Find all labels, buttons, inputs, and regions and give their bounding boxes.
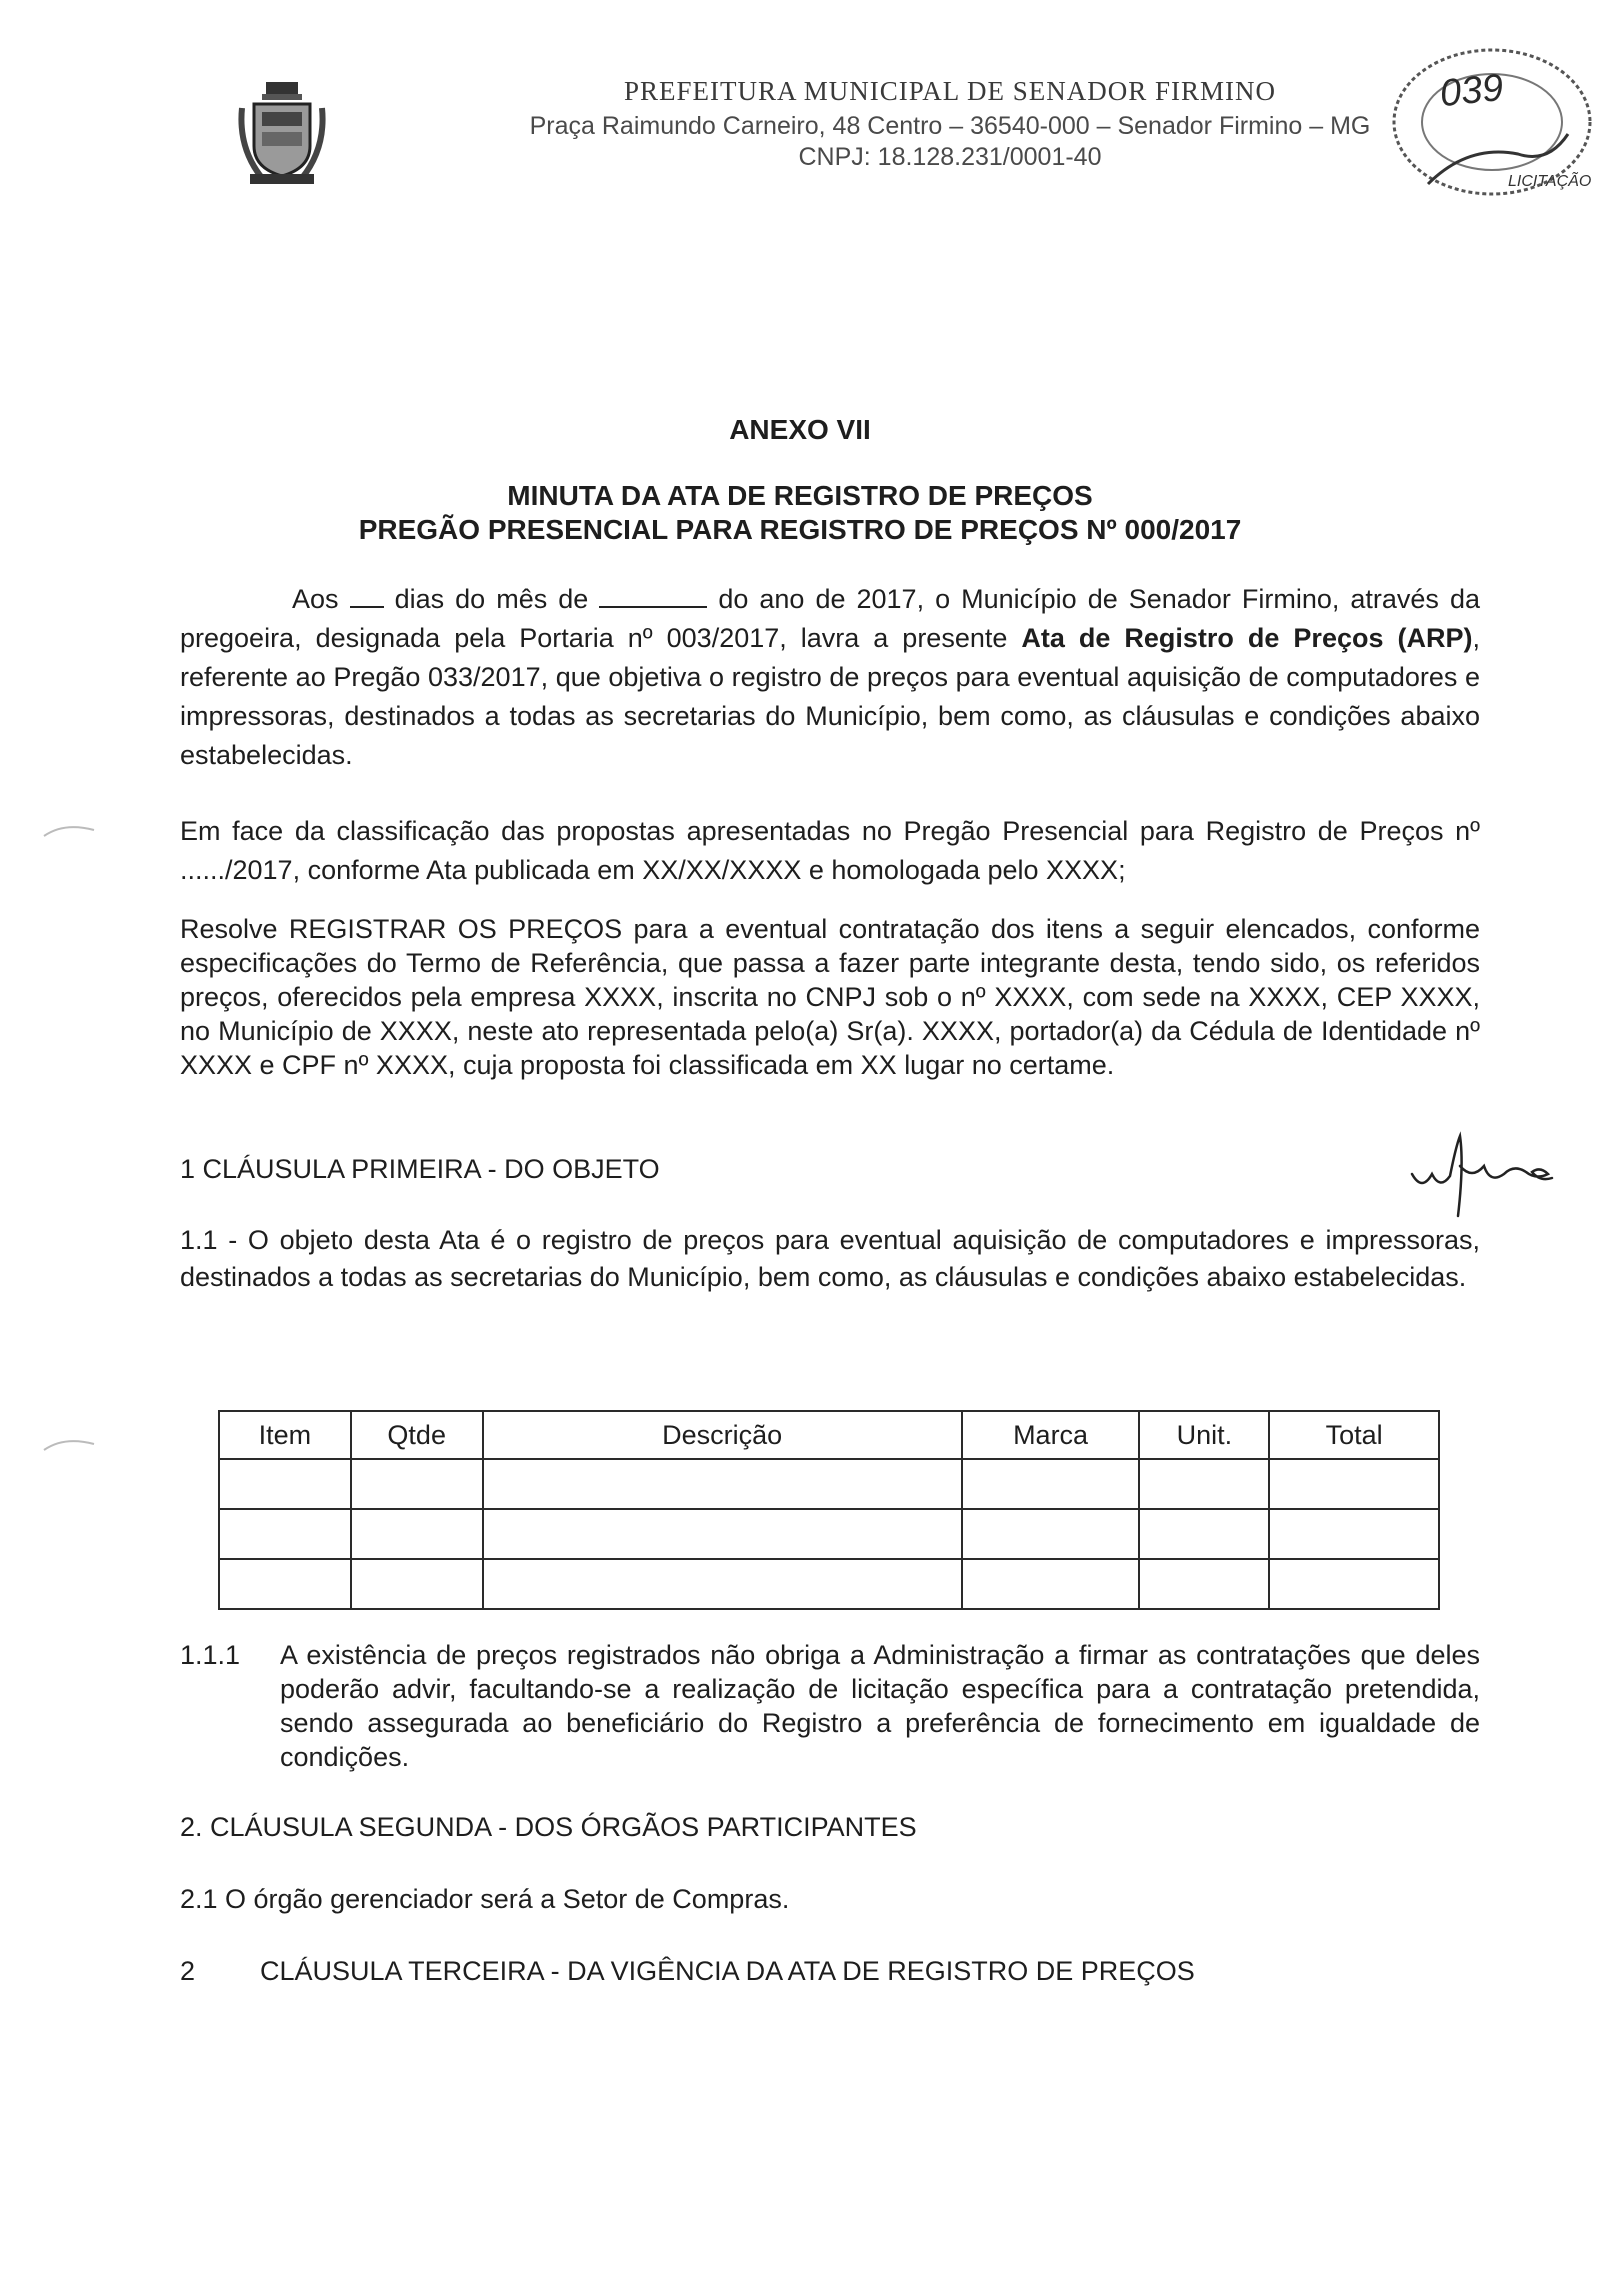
clause-2-title: 2. CLÁUSULA SEGUNDA - DOS ÓRGÃOS PARTICIPANTES (180, 1812, 917, 1842)
table-cell (351, 1559, 483, 1609)
table-cell (962, 1459, 1140, 1509)
table-cell (1139, 1559, 1269, 1609)
margin-mark-icon (40, 1434, 100, 1454)
table-cell (1139, 1459, 1269, 1509)
table-row (219, 1509, 1439, 1559)
col-header-qtde: Qtde (351, 1411, 483, 1459)
margin-mark-icon (40, 820, 100, 840)
intro-dias: dias do mês de (394, 584, 589, 614)
col-header-total: Total (1269, 1411, 1439, 1459)
items-table (218, 1410, 1440, 1610)
minuta-title: MINUTA DA ATA DE REGISTRO DE PREÇOS (507, 480, 1093, 511)
clause-3-title: CLÁUSULA TERCEIRA - DA VIGÊNCIA DA ATA DE REGISTRO DE PREÇOS (260, 1956, 1195, 1986)
clause-1-1-1-text: A existência de preços registrados não obriga a Administração a firmar as contratações que deles poderão advir, facultando-se a realização de licitação específica para a contratação pretendida, sendo assegurada ao beneficiário do Registro a preferência de fornecimento em igualdade de condições. (280, 1640, 1480, 1772)
table-row (219, 1559, 1439, 1609)
col-header-item: Item (219, 1411, 351, 1459)
clause-1-1-1 (180, 1638, 1480, 1774)
table-cell (962, 1509, 1140, 1559)
table-header-row (219, 1411, 1439, 1459)
clause-1-title: 1 CLÁUSULA PRIMEIRA - DO OBJETO (180, 1154, 660, 1184)
face-paragraph: Em face da classificação das propostas apresentadas no Pregão Presencial para Registro de Preços nº ....../2017, conforme Ata publicada em XX/XX/XXXX e homologada pelo XXXX; (180, 816, 1480, 885)
resolve-paragraph: Resolve REGISTRAR OS PREÇOS para a eventual contratação dos itens a seguir elencados, conforme especificações do Termo de Referência, que passa a fazer parte integrante desta, tendo sido, os referidos preços, oferecidos pela empresa XXXX, inscrita no CNPJ sob o nº XXXX, com sede na XXXX, CEP XXXX, no Município de XXXX, neste ato representada pelo(a) Sr(a). XXXX, portador(a) da Cédula de Identidade nº XXXX e CPF nº XXXX, cuja proposta foi classificada em XX lugar no certame. (180, 914, 1480, 1080)
table-cell (962, 1559, 1140, 1609)
table-cell (1269, 1559, 1439, 1609)
table-cell (219, 1509, 351, 1559)
table-cell (219, 1459, 351, 1509)
clause-1-1: 1.1 - O objeto desta Ata é o registro de preços para eventual aquisição de computadores e impressoras, destinados a todas as secretarias do Município, bem como, as cláusulas e condições abaixo estabelecidas. (180, 1225, 1480, 1292)
table-row (219, 1459, 1439, 1509)
clause-1-1-1-number: 1.1.1 (180, 1640, 241, 1670)
table-cell (351, 1509, 483, 1559)
month-blank (599, 586, 707, 608)
col-header-marca: Marca (962, 1411, 1140, 1459)
day-blank (350, 586, 384, 608)
clause-3-number: 2 (180, 1956, 196, 1986)
handwritten-signature-icon (1400, 1122, 1570, 1222)
table-cell (483, 1459, 962, 1509)
col-header-unit: Unit. (1139, 1411, 1269, 1459)
table-cell (483, 1559, 962, 1609)
pregao-title: PREGÃO PRESENCIAL PARA REGISTRO DE PREÇOS Nº 000/2017 (358, 514, 1242, 545)
intro-aos: Aos (292, 584, 339, 614)
intro-tail: , referente ao Pregão 033/2017, que objetiva o registro de preços para eventual aquisição de computadores e impressoras, destinados a todas as secretarias do Município, bem como, as cláusulas e condições abaixo estabelecidas. (180, 623, 1480, 770)
stamp-number: 039 (1437, 66, 1506, 116)
municipality-cnpj: CNPJ: 18.128.231/0001-40 (798, 143, 1102, 171)
municipality-title: PREFEITURA MUNICIPAL DE SENADOR FIRMINO (623, 76, 1277, 106)
municipality-address: Praça Raimundo Carneiro, 48 Centro – 36540-000 – Senador Firmino – MG (529, 112, 1371, 140)
table-cell (219, 1559, 351, 1609)
municipal-crest-icon (236, 78, 328, 188)
table-cell (1269, 1459, 1439, 1509)
col-header-descricao: Descrição (483, 1411, 962, 1459)
intro-rest: do ano de 2017, o Município de Senador Firmino, através da pregoeira, designada pela Portaria nº 003/2017, lavra a presente (180, 584, 1480, 653)
table-cell (483, 1509, 962, 1559)
annex-title: ANEXO VII (729, 414, 871, 445)
table-cell (1269, 1509, 1439, 1559)
svg-text:LICITAÇÃO: LICITAÇÃO (1508, 173, 1592, 190)
intro-paragraph (180, 580, 1480, 775)
table-cell (351, 1459, 483, 1509)
table-cell (1139, 1509, 1269, 1559)
clause-2-1: 2.1 O órgão gerenciador será a Setor de Compras. (180, 1884, 790, 1914)
intro-bold-arp: Ata de Registro de Preços (ARP) (1021, 623, 1473, 653)
